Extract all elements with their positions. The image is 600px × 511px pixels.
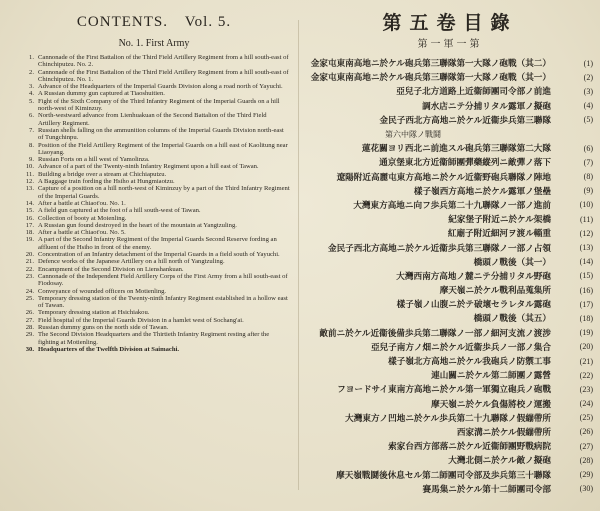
item-number: 7.	[29, 126, 34, 134]
japanese-item	[305, 198, 595, 212]
item-number: 5.	[29, 97, 34, 105]
item-title: Collection of booty at Moienling.	[38, 214, 127, 222]
japanese-item-title: 摩天嶺ニ於ケル負傷將校ノ運搬	[431, 398, 551, 409]
item-title: Headquarters of the Twelfth Division at Saimachi.	[38, 345, 179, 353]
japanese-item	[305, 311, 595, 325]
contents-item	[18, 331, 290, 346]
japanese-item	[305, 127, 595, 141]
contents-item	[18, 185, 290, 200]
japanese-item-title: 第六中隊ノ戰鬪	[385, 129, 441, 139]
item-number: 13.	[25, 185, 34, 193]
japanese-item-title: フヨードサイ東南方高地ニ於ケル第一軍獨立砲兵ノ砲戰	[337, 384, 551, 395]
japanese-item-title: 橋頭ノ戰後（其一）	[473, 256, 551, 267]
japanese-item-title: 金民子西北方高地ニ於ケル近衞歩兵第三聯隊ノ一部ノ占領	[327, 242, 551, 253]
japanese-item-number: (12)	[579, 228, 593, 238]
japanese-item	[305, 354, 595, 368]
japanese-item-number: (14)	[579, 257, 593, 267]
japanese-item	[305, 70, 595, 84]
japanese-item-number: (29)	[579, 470, 593, 480]
item-number: 12.	[25, 178, 34, 186]
japanese-item-number: (25)	[579, 413, 593, 423]
japanese-item-title: 摩天嶺ニ於ケル戰利品蒐集所	[439, 285, 551, 296]
japanese-item	[305, 453, 595, 467]
item-title: A field gun captured at the foot of a hill south-west of Tawan.	[38, 207, 201, 215]
japanese-item	[305, 99, 595, 113]
contents-item	[18, 309, 290, 316]
item-title: Field hospital of the Imperial Guards Division in a hamlet west of Sochang'ai.	[38, 316, 244, 324]
japanese-item	[305, 467, 595, 481]
item-title: After a battle at Chiaot'ou. No. 1.	[38, 199, 126, 207]
japanese-item	[305, 382, 595, 396]
contents-item	[18, 200, 290, 207]
japanese-item	[305, 269, 595, 283]
japanese-item	[305, 226, 595, 240]
item-number: 26.	[25, 309, 34, 317]
item-title: Building a bridge over a stream at Chichiaputzu.	[38, 170, 167, 178]
japanese-item-number: (6)	[583, 143, 593, 153]
japanese-item-title: 索家台西方部落ニ於ケル近衞師團野戰病院	[388, 441, 551, 452]
contents-item	[18, 288, 290, 295]
contents-item	[18, 266, 290, 273]
japanese-item	[305, 240, 595, 254]
contents-heading: CONTENTS.	[76, 14, 168, 30]
contents-item	[18, 215, 290, 222]
japanese-title: 第五卷目錄	[382, 13, 518, 34]
japanese-item-number: (13)	[579, 243, 593, 253]
japanese-item-title: 大灣東方高地ニ向フ歩兵第二十九聯隊ノ一部ノ進前	[353, 199, 551, 210]
item-number: 9.	[29, 156, 34, 164]
japanese-item-number: (26)	[579, 427, 593, 437]
column-divider	[298, 20, 299, 490]
item-title: Fight of the Sixth Company of the Third Infantry Regiment of the Imperial Guards on a hill north-west of Kiminzuy.	[38, 97, 280, 113]
japanese-item-number: (27)	[579, 441, 593, 451]
item-number: 2.	[29, 68, 34, 76]
japanese-item-number: (28)	[579, 455, 593, 465]
japanese-item-title: 金家屯東南高地ニ於ケル砲兵第三聯隊第一大隊ノ砲戰（其一）	[310, 72, 551, 83]
item-number: 27.	[25, 316, 34, 324]
japanese-item-number: (22)	[579, 370, 593, 380]
item-title: Advance of a part of the Twenty-ninth Infantry Regiment upon a hill east of Tawan.	[38, 163, 259, 171]
contents-item	[18, 251, 290, 258]
item-number: 14.	[25, 199, 34, 207]
japanese-item-number: (15)	[579, 271, 593, 281]
contents-item	[18, 229, 290, 236]
japanese-subtitle: 第一軍一第	[417, 39, 483, 50]
contents-item	[18, 273, 290, 288]
contents-item	[18, 83, 290, 90]
item-title: Russian Forts on a hill west of Yamolinza.	[38, 156, 150, 164]
contents-item	[18, 112, 290, 127]
japanese-item-title: 紅廟子附近細河ヲ渡ル輜重	[447, 228, 551, 239]
japanese-item	[305, 425, 595, 439]
japanese-item-number: (11)	[579, 214, 593, 224]
japanese-item	[305, 482, 595, 496]
item-number: 24.	[25, 287, 34, 295]
japanese-item-title: 大灣東方ノ凹地ニ於ケル歩兵第二十九聯隊ノ假繃帶所	[345, 412, 551, 423]
contents-item	[18, 258, 290, 265]
japanese-item-number: (2)	[583, 72, 593, 82]
contents-item	[18, 207, 290, 214]
japanese-item-title: 遼陽附近高麗屯東方高地ニ於ケル近衞野砲兵聯隊ノ陣地	[336, 171, 551, 182]
item-title: After a battle at Chiaot'ou. No. 5.	[38, 229, 126, 237]
item-number: 19.	[25, 236, 34, 244]
item-title: Defence works of the Japanese Artillery on a hill north of Yangtzuling.	[38, 258, 225, 266]
contents-item	[18, 346, 290, 353]
japanese-item-number: (1)	[583, 58, 593, 68]
japanese-item	[305, 326, 595, 340]
english-title	[18, 14, 290, 34]
japanese-item	[305, 155, 595, 169]
contents-item	[18, 142, 290, 157]
japanese-item-number: (24)	[579, 399, 593, 409]
item-number: 30.	[25, 345, 34, 353]
japanese-item-title: 樣子嶺北方高地ニ於ケル我砲兵ノ防禦工事	[388, 356, 551, 367]
item-title: Encampment of the Second Division on Lienshankuan.	[38, 265, 184, 273]
contents-item	[18, 90, 290, 97]
japanese-item-number: (3)	[583, 86, 593, 96]
contents-item	[18, 98, 290, 113]
japanese-contents	[305, 6, 595, 506]
japanese-item-title: 大灣北側ニ於ケル敵ノ擬砲	[448, 455, 551, 466]
item-title: A Russian gun found destroyed in the heart of the mountain at Yangtzuling.	[38, 221, 237, 229]
english-contents	[18, 10, 290, 505]
item-number: 16.	[25, 214, 34, 222]
japanese-item	[305, 141, 595, 155]
item-number: 25.	[25, 294, 34, 302]
item-title: Concentration of an Infantry detachment of the Imperial Guards in a field south of Yayuchi.	[38, 251, 280, 259]
japanese-item-number: (7)	[583, 157, 593, 167]
japanese-item-number: (9)	[583, 186, 593, 196]
item-title: Temporary dressing station at Hsichiakou.	[38, 309, 150, 317]
item-title: Conveyance of wounded officers on Motienling.	[38, 287, 167, 295]
japanese-item	[305, 113, 595, 127]
item-number: 20.	[25, 251, 34, 259]
japanese-item	[305, 84, 595, 98]
japanese-item-title: 大灣西南方高地ノ麓ニテ分捕リタル野砲	[396, 270, 551, 281]
item-number: 1.	[29, 54, 34, 61]
item-number: 17.	[25, 221, 34, 229]
japanese-item-title: 摩天嶺戰鬪後休息セル第二師團司令部及歩兵第三十聯隊	[336, 469, 551, 480]
japanese-item-number: (19)	[579, 328, 593, 338]
item-title: Position of the Field Artillery Regiment of the Imperial Guards on a hill east of Kaolitung near Liaoyang.	[38, 141, 288, 156]
japanese-item-title: 賽馬集ニ於ケル第十二師團司令部	[422, 483, 551, 494]
japanese-item-number: (5)	[583, 115, 593, 125]
item-number: 8.	[29, 141, 34, 149]
japanese-item	[305, 56, 595, 70]
japanese-item-title: 連山關ニ於ケル第二師團ノ露營	[431, 370, 551, 381]
japanese-item-list	[305, 56, 595, 496]
item-title: Cannonade of the First Battalion of the Third Field Artillery Regiment from a hill south-east of Chinchiputzu. No. 2.	[38, 54, 289, 69]
japanese-item	[305, 439, 595, 453]
item-title: A part of the Second Infantry Regiment of the Imperial Guards Second Reserve fording an affluent of the Hsiho in front of the enemy.	[38, 236, 277, 251]
item-title: A Baggage train fording the Hsiho at Hungmiaotzu.	[38, 178, 175, 186]
japanese-item-title: 敵前ニ於ケル近衞後備歩兵第二聯隊ノ一部ノ細河支流ノ渡涉	[319, 327, 551, 338]
item-number: 18.	[25, 229, 34, 237]
item-title: Russian shells falling on the ammunition columns of the Imperial Guards Division north-east of Tungchinpu.	[38, 126, 284, 142]
japanese-item-number: (10)	[579, 200, 593, 210]
item-title: Cannonade of the Independent Field Artillery Corps of the First Army from a hill south-east of Fiodosay.	[38, 272, 288, 288]
item-number: 28.	[25, 323, 34, 331]
contents-item	[18, 317, 290, 324]
item-title: A Russian dummy gun captured at Tiaoshuitien.	[38, 90, 165, 98]
item-number: 10.	[25, 163, 34, 171]
contents-item	[18, 54, 290, 69]
japanese-item	[305, 340, 595, 354]
contents-item	[18, 178, 290, 185]
japanese-item	[305, 170, 595, 184]
item-title: Advance of the Headquarters of the Imperial Guards Division along a road north of Yayuchi.	[38, 83, 283, 91]
item-number: 21.	[25, 258, 34, 266]
japanese-item-title: 橋頭ノ戰後（其五）	[473, 313, 551, 324]
contents-item	[18, 127, 290, 142]
item-title: Cannonade of the First Battalion of the Third Field Artillery Regiment from a hill south-east of Chinchiputzu. No. 1.	[38, 68, 289, 83]
japanese-item-title: 亞兒子南方ノ畑ニ於ケル近衞歩兵ノ一部ノ集合	[370, 341, 551, 352]
japanese-item-title: 亞兒子北方道路上近衞師團司令部ノ前進	[396, 86, 551, 97]
japanese-item-number: (23)	[579, 384, 593, 394]
japanese-item-number: (18)	[579, 313, 593, 323]
japanese-item	[305, 368, 595, 382]
item-number: 29.	[25, 331, 34, 339]
japanese-item-number: (16)	[579, 285, 593, 295]
japanese-item-title: 金民子西北方高地ニ於ケル近衞歩兵第三聯隊	[379, 114, 551, 125]
item-number: 4.	[29, 90, 34, 98]
english-item-list	[18, 54, 290, 353]
english-subtitle: No. 1. First Army	[118, 38, 190, 49]
japanese-item-title: 紀家堡子附近ニ於ケル架橋	[448, 214, 551, 225]
japanese-item	[305, 411, 595, 425]
item-title: The Second Division Headquarters and the Thirtieth Infantry Regiment resting after the fighting at Motienling.	[38, 331, 270, 346]
item-number: 22.	[25, 265, 34, 273]
item-number: 23.	[25, 272, 34, 280]
japanese-item-number: (17)	[579, 299, 593, 309]
contents-item	[18, 171, 290, 178]
japanese-item	[305, 297, 595, 311]
japanese-item	[305, 397, 595, 411]
japanese-item-number: (4)	[583, 101, 593, 111]
japanese-item-title: 調水店ニテ分捕リタル露軍ノ擬砲	[422, 100, 551, 111]
japanese-item	[305, 212, 595, 226]
volume-label: Vol. 5.	[184, 14, 232, 30]
item-number: 6.	[29, 112, 34, 120]
contents-item	[18, 69, 290, 84]
item-title: Russian dummy guns on the north side of Tawan.	[38, 323, 169, 331]
contents-item	[18, 163, 290, 170]
japanese-item-title: 樣子嶺西方高地ニ於ケル露軍ノ堡壘	[413, 185, 551, 196]
japanese-item-title: 蓮花關ヨリ西北ニ前進スル砲兵第三聯隊第二大隊	[361, 143, 551, 154]
japanese-item-number: (20)	[579, 342, 593, 352]
item-title: Temporary dressing station of the Twenty-ninth Infantry Regiment established in a hollow east of Tawan.	[38, 294, 288, 310]
item-title: North-westward advance from Lienhuakuan of the Second Battalion of the Third Field Artillery Regiment.	[38, 112, 267, 127]
item-number: 3.	[29, 83, 34, 91]
item-number: 15.	[25, 207, 34, 215]
contents-item	[18, 156, 290, 163]
japanese-item-title: 金家屯東南高地ニ於ケル砲兵第三聯隊第一大隊ノ砲戰（其二）	[310, 58, 551, 69]
japanese-item-number: (21)	[579, 356, 593, 366]
contents-item	[18, 222, 290, 229]
japanese-item	[305, 255, 595, 269]
japanese-item-title: 通京堡東北方近衞師團彈藥縱列ニ敵彈ノ落下	[379, 157, 551, 168]
contents-item	[18, 236, 290, 251]
japanese-item	[305, 283, 595, 297]
japanese-item-title: 樣子嶺ノ山腹ニ於テ破壞セラレタル露砲	[396, 299, 551, 310]
item-number: 11.	[26, 170, 34, 178]
contents-item	[18, 295, 290, 310]
contents-item	[18, 324, 290, 331]
japanese-item-number: (8)	[583, 172, 593, 182]
japanese-item-number: (30)	[579, 484, 593, 494]
japanese-item	[305, 184, 595, 198]
japanese-item-title: 西家溝ニ於ケル假繃帶所	[456, 426, 551, 437]
item-title: Capture of a position on a hill north-west of Kiminzuy by a part of the Third Infantry Regiment of the Imperial Guards.	[38, 185, 290, 200]
